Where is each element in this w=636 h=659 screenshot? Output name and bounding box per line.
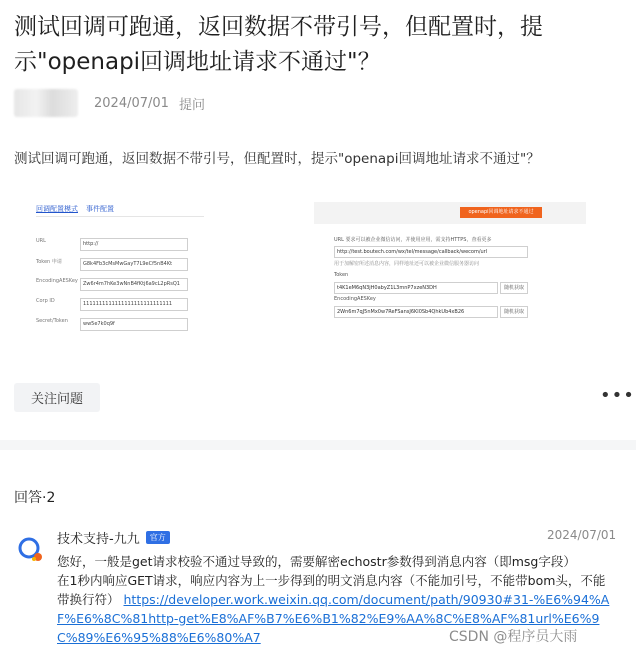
screenshot-row-label: EncodingAESKey: [36, 278, 78, 284]
answer-author-name[interactable]: 技术支持-九九: [57, 532, 140, 547]
question-title: 测试回调可跑通，返回数据不带引号，但配置时，提示"openapi回调地址请求不通过"？: [14, 14, 543, 75]
question-type-tag: 提问: [178, 97, 205, 113]
official-badge: 官方: [146, 531, 170, 544]
screenshot-row-value: ww5e7k0q9f: [80, 318, 188, 331]
screenshot-row-label: Token 申请: [36, 259, 62, 265]
answer-date: 2024/07/01: [547, 528, 617, 542]
screenshot-aes-input: 2Wn6m7qJ5nMx0w7ReFSansJ6Kl0Sb4QhkUb4xB26: [334, 306, 498, 318]
screenshot-tabs: [36, 204, 204, 217]
screenshot-tab-active: 回调配置模式: [36, 205, 78, 213]
question-body: 测试回调可跑通，返回数据不带引号，但配置时，提示"openapi回调地址请求不通过"？: [14, 151, 540, 167]
question-attachment-images: [14, 190, 614, 350]
screenshot-generate-button: 随机获取: [500, 306, 528, 318]
attachment-image-left[interactable]: [36, 204, 204, 354]
answer-doc-link[interactable]: https://developer.work.weixin.qq.com/document/path/90930#31-%E6%94%AF%E6%8C%81http-get%E8%AF%B7%E6%B1%82%E9%AA%8C%E8%AF%81url%E6%9C%89%E6%95%88%E6%80%A7: [57, 592, 610, 645]
question-meta: [14, 88, 205, 118]
screenshot-row-label: Corp ID: [36, 298, 55, 304]
screenshot-url-hint: URL 要求可以被企业微信访问，并使用应用，需支持HTTPS，查看更多: [334, 237, 492, 243]
more-options-icon[interactable]: •••: [600, 385, 635, 406]
attachment-image-right[interactable]: [314, 202, 586, 322]
screenshot-row-value: Zw6r4m7hKe3wNnB4fKtj6a9cL2pRsQ1: [80, 278, 188, 291]
screenshot-tab-other: 事件配置: [86, 205, 114, 213]
question-date: 2024/07/01: [94, 95, 169, 111]
screenshot-row-label: URL: [36, 238, 46, 244]
screenshot-row-value: 1111111111111111111111111111: [80, 298, 188, 311]
answer-author: [57, 528, 170, 547]
screenshot-generate-button: 随机获取: [500, 282, 528, 294]
screenshot-header-bar: [314, 202, 586, 224]
screenshot-row-value: http://: [80, 238, 188, 251]
answers-count: 回答·2: [14, 490, 56, 506]
screenshot-aes-label: EncodingAESKey: [334, 296, 376, 302]
answer-author-avatar-icon[interactable]: [14, 533, 46, 565]
screenshot-token-input: t4K1eM6qN3jH0abyZ1L3mnP7xzeN3DH: [334, 282, 498, 294]
screenshot-token-label: Token: [334, 272, 349, 278]
follow-question-button[interactable]: 关注问题: [14, 383, 100, 412]
screenshot-desc: 用于加解密所述消息内容，同样地址还可以被企业微信服务器访问: [334, 261, 480, 267]
csdn-watermark: CSDN @程序员大雨: [449, 629, 578, 645]
screenshot-row-value: G8k4Fb3cMsMwGayT7L9eCf5nB4Kt: [80, 258, 188, 271]
screenshot-url-input: http://test.boutech.com/wx/tel/message/callback/wecom/url: [334, 246, 528, 258]
author-avatar[interactable]: [14, 89, 78, 117]
screenshot-row-label: Secret/Token: [36, 318, 68, 324]
screenshot-orange-button: openapi回调地址请求不通过: [460, 207, 542, 218]
answer-line-text: 在1秒内响应GET请求，响应内容为上一步得到的明文消息内容（不能加引号，不能带bom头，不能带换行符）: [57, 573, 606, 607]
answer-line: 您好，一般是get请求校验不通过导致的，需要解密echostr参数得到消息内容（即msg字段）: [57, 554, 576, 569]
section-divider: [0, 440, 636, 450]
